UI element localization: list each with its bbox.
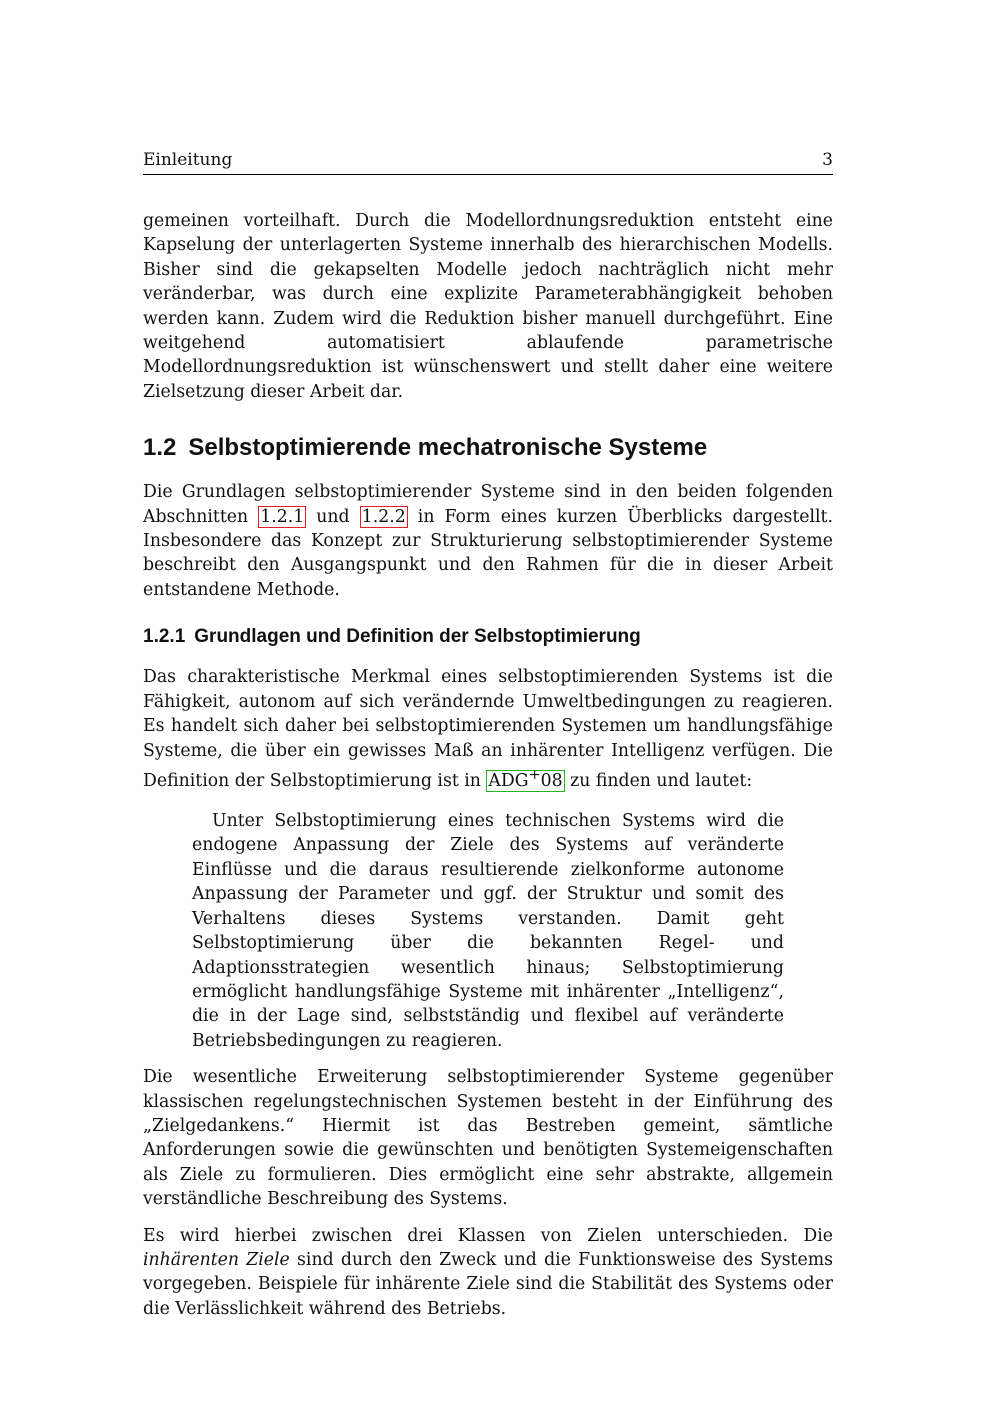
citation-superscript: +: [528, 766, 541, 783]
emphasized-term: inhärenten Ziele: [143, 1249, 290, 1270]
running-header: [143, 150, 833, 175]
chapter-title: Einleitung: [143, 150, 233, 170]
section-title: Selbstoptimierende mechatronische Systeme: [188, 434, 708, 462]
section-ref-link-1-2-2[interactable]: 1.2.2: [361, 506, 406, 527]
overview-text-start: Die Grundlagen selbstoptimierender Systeme sind in den beiden folgenden Abschnitten: [143, 482, 833, 527]
section-ref-link-1-2-1[interactable]: 1.2.1: [260, 506, 305, 527]
paragraph-goal-classes: [143, 1224, 833, 1322]
section-heading: [143, 433, 833, 463]
goal-classes-text-end: sind durch den Zweck und die Funktionsweise des Systems vorgegeben. Beispiele für inhärente Ziele sind die Stabilität des Systems oder die Verlässlichkeit während des Betriebs.: [143, 1249, 833, 1319]
definition-intro-end: zu finden und lautet:: [564, 770, 753, 791]
citation-key: ADG: [488, 770, 529, 791]
paragraph-definition-intro: [143, 665, 833, 793]
definition-quote: [192, 809, 784, 1053]
subsection-title: Grundlagen und Definition der Selbstoptimierung: [194, 626, 641, 648]
section-number: 1.2: [143, 434, 177, 462]
subsection-number: 1.2.1: [143, 626, 186, 648]
definition-intro-text: Das charakteristische Merkmal eines selbstoptimierenden Systems ist die Fähigkeit, autonom auf sich verändernde Umweltbedingungen zu reagieren. Es handelt sich daher bei selbstoptimierenden Systemen um handlungsfähige Systeme, die über ein gewisses Maß an inhärenter Intelligenz verfügen. Die Definition der Selbstoptimierung ist in: [143, 667, 833, 791]
citation-link[interactable]: [486, 766, 564, 792]
citation-year: 08: [540, 770, 563, 791]
overview-text-end: in Form eines kurzen Überblicks dargestellt. Insbesondere das Konzept zur Strukturierung selbstoptimierender Systeme beschreibt den Ausgangspunkt und den Rahmen für die in dieser Arbeit entstandene Methode.: [143, 506, 833, 600]
subsection-heading: [143, 625, 833, 649]
paragraph-section-overview: [143, 480, 833, 602]
goal-classes-text-start: Es wird hierbei zwischen drei Klassen von Zielen unterschieden. Die: [143, 1225, 833, 1246]
overview-text-mid: und: [306, 506, 360, 527]
page-body: [143, 209, 833, 1321]
quote-text: Unter Selbstoptimierung eines technischen Systems wird die endogene Anpassung der Ziele des Systems auf veränderte Einflüsse und die daraus resultierende zielkonforme autonome Anpassung der Parameter und ggf. der Struktur und somit des Verhaltens dieses Systems verstanden. Damit geht Selbstoptimierung über die bekannten Regel- und Adaptionsstrategien wesentlich hinaus; Selbstoptimierung ermöglicht handlungsfähige Systeme mit inhärenter „Intelligenz“, die in der Lage sind, selbstständig und flexibel auf veränderte Betriebsbedingungen zu reagieren.: [192, 811, 784, 1051]
page-number: 3: [822, 150, 833, 170]
paragraph-goal-concept: Die wesentliche Erweiterung selbstoptimierender Systeme gegenüber klassischen regelungstechnischen Systemen besteht in der Einführung des „Zielgedankens.“ Hiermit ist das Bestreben gemeint, sämtliche Anforderungen sowie die gewünschten und benötigten Systemeigenschaften als Ziele zu formulieren. Dies ermöglicht eine sehr abstrakte, allgemein verständliche Beschreibung des Systems.: [143, 1067, 833, 1210]
paragraph-intro-continuation: gemeinen vorteilhaft. Durch die Modellordnungsreduktion entsteht eine Kapselung der unterlagerten Systeme innerhalb des hierarchischen Modells. Bisher sind die gekapselten Modelle jedoch nachträglich nicht mehr veränderbar, was durch eine explizite Parameterabhängigkeit behoben werden kann. Zudem wird die Reduktion bisher manuell durchgeführt. Eine weitgehend automatisiert ablaufende parametrische Modellordnungsreduktion ist wünschenswert und stellt daher eine weitere Zielsetzung dieser Arbeit dar.: [143, 211, 833, 402]
